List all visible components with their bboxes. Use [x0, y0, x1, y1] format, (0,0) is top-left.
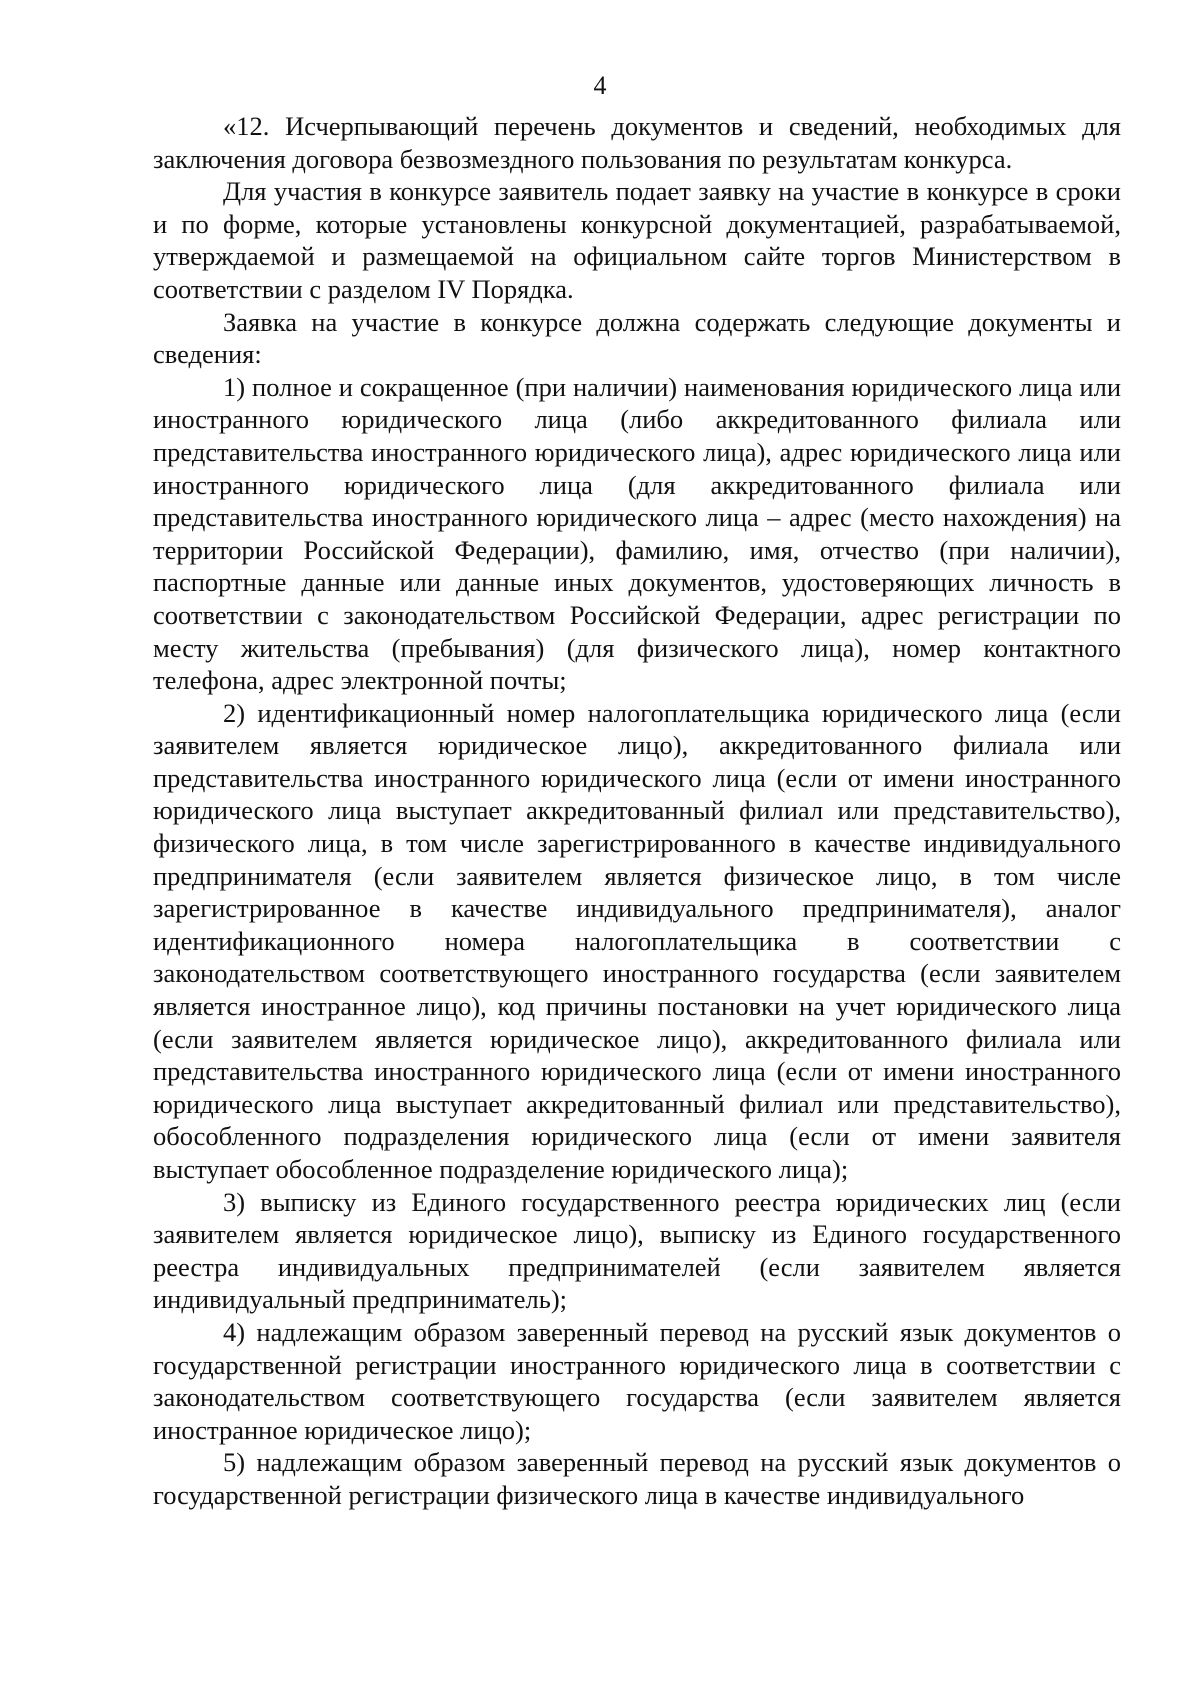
list-item-3: 3) выписку из Единого государственного реестра юридических лиц (если заявителем является юридическое лицо), выписку из Единого государственного реестра индивидуальных предпринимателей (если заявителем является индивидуальный предприниматель);: [153, 1186, 1121, 1315]
paragraph-item-12-heading: «12. Исчерпывающий перечень документов и сведений, необходимых для заключения договора безвозмездного пользования по результатам конкурса.: [153, 111, 1121, 174]
list-item-1: 1) полное и сокращенное (при наличии) наименования юридического лица или иностранного юридического лица (либо аккредитованного филиала или представительства иностранного юридического лица), адрес юридического лица или иностранного юридического лица (для аккредитованного филиала или представительства иностранного юридического лица – адрес (место нахождения) на территории Российской Федерации), фамилию, имя, отчество (при наличии), паспортные данные или данные иных документов, удостоверяющих личность в соответствии с законодательством Российской Федерации, адрес регистрации по месту жительства (пребывания) (для физического лица), номер контактного телефона, адрес электронной почты;: [153, 371, 1121, 696]
paragraph-participation: Для участия в конкурсе заявитель подает заявку на участие в конкурсе в сроки и по форме, которые установлены конкурсной документацией, разрабатываемой, утверждаемой и размещаемой на официальном сайте торгов Министерством в соответствии с разделом IV Порядка.: [153, 176, 1121, 304]
list-item-2: 2) идентификационный номер налогоплательщика юридического лица (если заявителем является юридическое лицо), аккредитованного филиала или представительства иностранного юридического лица (если от имени иностранного юридического лица выступает аккредитованный филиал или представительство), физического лица, в том числе зарегистрированного в качестве индивидуального предпринимателя (если заявителем является физическое лицо, в том числе зарегистрированное в качестве индивидуального предпринимателя), аналог идентификационного номера налогоплательщика в соответствии с законодательством соответствующего иностранного государства (если заявителем является иностранное лицо), код причины постановки на учет юридического лица (если заявителем является юридическое лицо), аккредитованного филиала или представительства иностранного юридического лица (если от имени иностранного юридического лица выступает аккредитованный филиал или представительство), обособленного подразделения юридического лица (если от имени заявителя выступает обособленное подразделение юридического лица);: [153, 697, 1121, 1184]
paragraph-application-contents: Заявка на участие в конкурсе должна содержать следующие документы и сведения:: [153, 306, 1121, 370]
list-item-4: 4) надлежащим образом заверенный перевод на русский язык документов о государственной регистрации иностранного юридического лица в соответствии с законодательством соответствующего государства (если заявителем является иностранное юридическое лицо);: [153, 1316, 1121, 1445]
page-number: 4: [593, 71, 607, 100]
document-body: [153, 110, 1121, 1512]
list-item-5: 5) надлежащим образом заверенный перевод на русский язык документов о государственной регистрации физического лица в качестве индивидуального: [153, 1447, 1121, 1510]
